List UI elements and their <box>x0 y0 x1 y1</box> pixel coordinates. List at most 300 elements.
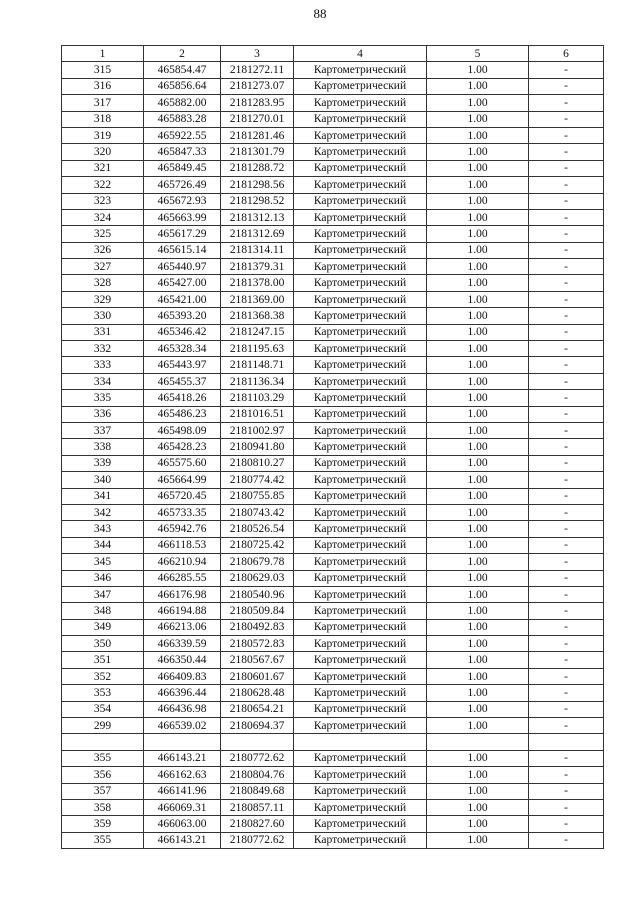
point-number-cell: 356 <box>62 767 144 783</box>
y-coordinate-cell: 2180827.60 <box>221 816 294 832</box>
y-coordinate-cell: 2180774.42 <box>221 472 294 488</box>
y-coordinate-cell: 2181312.13 <box>221 209 294 225</box>
table-row <box>62 701 604 717</box>
method-cell: Картометрический <box>294 586 427 602</box>
y-coordinate-cell: 2181312.69 <box>221 226 294 242</box>
y-coordinate-cell: 2181016.51 <box>221 406 294 422</box>
y-coordinate-cell: 2181369.00 <box>221 291 294 307</box>
x-coordinate-cell: 466143.21 <box>144 750 221 766</box>
column-header-x: 2 <box>144 46 221 62</box>
column-header-accuracy: 5 <box>427 46 529 62</box>
y-coordinate-cell: 2181281.46 <box>221 127 294 143</box>
point-number-cell: 333 <box>62 357 144 373</box>
x-coordinate-cell: 465427.00 <box>144 275 221 291</box>
x-coordinate-cell: 465440.97 <box>144 259 221 275</box>
y-coordinate-cell: 2181379.31 <box>221 259 294 275</box>
method-cell <box>294 734 427 750</box>
table-row <box>62 504 604 520</box>
method-cell: Картометрический <box>294 537 427 553</box>
method-cell: Картометрический <box>294 570 427 586</box>
method-cell: Картометрический <box>294 652 427 668</box>
accuracy-cell: 1.00 <box>427 783 529 799</box>
notes-cell: - <box>529 275 604 291</box>
point-number-cell: 334 <box>62 373 144 389</box>
notes-cell: - <box>529 783 604 799</box>
table-row <box>62 144 604 160</box>
method-cell: Картометрический <box>294 701 427 717</box>
accuracy-cell: 1.00 <box>427 78 529 94</box>
y-coordinate-cell: 2180694.37 <box>221 718 294 734</box>
notes-cell: - <box>529 406 604 422</box>
y-coordinate-cell: 2181247.15 <box>221 324 294 340</box>
y-coordinate-cell: 2181272.11 <box>221 62 294 78</box>
notes-cell: - <box>529 685 604 701</box>
point-number-cell: 315 <box>62 62 144 78</box>
point-number-cell: 358 <box>62 799 144 815</box>
accuracy-cell: 1.00 <box>427 816 529 832</box>
accuracy-cell: 1.00 <box>427 422 529 438</box>
notes-cell: - <box>529 701 604 717</box>
accuracy-cell: 1.00 <box>427 209 529 225</box>
x-coordinate-cell: 465664.99 <box>144 472 221 488</box>
accuracy-cell: 1.00 <box>427 291 529 307</box>
x-coordinate-cell: 466210.94 <box>144 554 221 570</box>
accuracy-cell: 1.00 <box>427 832 529 848</box>
notes-cell: - <box>529 373 604 389</box>
point-number-cell: 323 <box>62 193 144 209</box>
x-coordinate-cell: 465615.14 <box>144 242 221 258</box>
accuracy-cell <box>427 734 529 750</box>
method-cell: Картометрический <box>294 406 427 422</box>
y-coordinate-cell: 2180509.84 <box>221 603 294 619</box>
y-coordinate-cell: 2181283.95 <box>221 95 294 111</box>
accuracy-cell: 1.00 <box>427 455 529 471</box>
x-coordinate-cell: 465418.26 <box>144 390 221 406</box>
x-coordinate-cell: 465443.97 <box>144 357 221 373</box>
table-row <box>62 341 604 357</box>
table-row <box>62 455 604 471</box>
notes-cell: - <box>529 504 604 520</box>
method-cell: Картометрический <box>294 521 427 537</box>
table-row <box>62 357 604 373</box>
x-coordinate-cell: 466118.53 <box>144 537 221 553</box>
table-row <box>62 406 604 422</box>
point-number-cell: 319 <box>62 127 144 143</box>
method-cell: Картометрический <box>294 226 427 242</box>
method-cell: Картометрический <box>294 127 427 143</box>
table-row <box>62 668 604 684</box>
method-cell: Картометрический <box>294 799 427 815</box>
notes-cell: - <box>529 537 604 553</box>
table-row <box>62 652 604 668</box>
y-coordinate-cell: 2181378.00 <box>221 275 294 291</box>
accuracy-cell: 1.00 <box>427 586 529 602</box>
x-coordinate-cell: 466539.02 <box>144 718 221 734</box>
point-number-cell: 320 <box>62 144 144 160</box>
accuracy-cell: 1.00 <box>427 554 529 570</box>
x-coordinate-cell: 465856.64 <box>144 78 221 94</box>
method-cell: Картометрический <box>294 488 427 504</box>
method-cell: Картометрический <box>294 357 427 373</box>
point-number-cell: 338 <box>62 439 144 455</box>
method-cell: Картометрический <box>294 718 427 734</box>
y-coordinate-cell: 2180743.42 <box>221 504 294 520</box>
table-row <box>62 537 604 553</box>
notes-cell: - <box>529 259 604 275</box>
point-number-cell: 344 <box>62 537 144 553</box>
accuracy-cell: 1.00 <box>427 357 529 373</box>
accuracy-cell: 1.00 <box>427 95 529 111</box>
point-number-cell: 354 <box>62 701 144 717</box>
notes-cell: - <box>529 472 604 488</box>
table-row <box>62 177 604 193</box>
notes-cell: - <box>529 570 604 586</box>
y-coordinate-cell: 2180849.68 <box>221 783 294 799</box>
notes-cell: - <box>529 799 604 815</box>
method-cell: Картометрический <box>294 422 427 438</box>
accuracy-cell: 1.00 <box>427 62 529 78</box>
method-cell: Картометрический <box>294 373 427 389</box>
method-cell: Картометрический <box>294 62 427 78</box>
notes-cell: - <box>529 177 604 193</box>
page-number: 88 <box>313 6 327 21</box>
method-cell: Картометрический <box>294 177 427 193</box>
accuracy-cell: 1.00 <box>427 373 529 389</box>
notes-cell: - <box>529 95 604 111</box>
accuracy-cell: 1.00 <box>427 324 529 340</box>
accuracy-cell: 1.00 <box>427 127 529 143</box>
table-row <box>62 127 604 143</box>
method-cell: Картометрический <box>294 308 427 324</box>
x-coordinate-cell: 465854.47 <box>144 62 221 78</box>
table-row <box>62 472 604 488</box>
table-row <box>62 439 604 455</box>
y-coordinate-cell: 2180629.03 <box>221 570 294 586</box>
x-coordinate-cell: 466339.59 <box>144 636 221 652</box>
coordinates-table <box>61 45 604 849</box>
notes-cell: - <box>529 422 604 438</box>
accuracy-cell: 1.00 <box>427 636 529 652</box>
table-row <box>62 160 604 176</box>
table-header-row <box>62 46 604 62</box>
point-number-cell <box>62 734 144 750</box>
x-coordinate-cell: 465663.99 <box>144 209 221 225</box>
method-cell: Картометрический <box>294 783 427 799</box>
point-number-cell: 340 <box>62 472 144 488</box>
point-number-cell: 299 <box>62 718 144 734</box>
table-row <box>62 62 604 78</box>
column-header-notes: 6 <box>529 46 604 62</box>
x-coordinate-cell: 466194.88 <box>144 603 221 619</box>
y-coordinate-cell: 2180628.48 <box>221 685 294 701</box>
point-number-cell: 330 <box>62 308 144 324</box>
accuracy-cell: 1.00 <box>427 799 529 815</box>
table-row <box>62 586 604 602</box>
y-coordinate-cell: 2180810.27 <box>221 455 294 471</box>
point-number-cell: 317 <box>62 95 144 111</box>
y-coordinate-cell: 2180567.67 <box>221 652 294 668</box>
method-cell: Картометрический <box>294 619 427 635</box>
y-coordinate-cell: 2181148.71 <box>221 357 294 373</box>
notes-cell: - <box>529 718 604 734</box>
method-cell: Картометрический <box>294 341 427 357</box>
accuracy-cell: 1.00 <box>427 652 529 668</box>
table-body <box>62 62 604 849</box>
notes-cell: - <box>529 603 604 619</box>
y-coordinate-cell: 2180526.54 <box>221 521 294 537</box>
accuracy-cell: 1.00 <box>427 226 529 242</box>
method-cell: Картометрический <box>294 832 427 848</box>
table-row <box>62 636 604 652</box>
table-row <box>62 799 604 815</box>
method-cell: Картометрический <box>294 603 427 619</box>
point-number-cell: 349 <box>62 619 144 635</box>
method-cell: Картометрический <box>294 209 427 225</box>
point-number-cell: 353 <box>62 685 144 701</box>
accuracy-cell: 1.00 <box>427 341 529 357</box>
x-coordinate-cell: 465882.00 <box>144 95 221 111</box>
table-row <box>62 685 604 701</box>
x-coordinate-cell: 466063.00 <box>144 816 221 832</box>
table-row <box>62 488 604 504</box>
notes-cell: - <box>529 209 604 225</box>
table-row <box>62 570 604 586</box>
x-coordinate-cell: 465942.76 <box>144 521 221 537</box>
accuracy-cell: 1.00 <box>427 160 529 176</box>
accuracy-cell: 1.00 <box>427 619 529 635</box>
y-coordinate-cell: 2181368.38 <box>221 308 294 324</box>
accuracy-cell: 1.00 <box>427 685 529 701</box>
notes-cell <box>529 734 604 750</box>
column-header-y: 3 <box>221 46 294 62</box>
accuracy-cell: 1.00 <box>427 111 529 127</box>
y-coordinate-cell: 2180492.83 <box>221 619 294 635</box>
accuracy-cell: 1.00 <box>427 439 529 455</box>
accuracy-cell: 1.00 <box>427 521 529 537</box>
point-number-cell: 328 <box>62 275 144 291</box>
point-number-cell: 346 <box>62 570 144 586</box>
table-row <box>62 767 604 783</box>
table-row <box>62 521 604 537</box>
point-number-cell: 359 <box>62 816 144 832</box>
y-coordinate-cell: 2180804.76 <box>221 767 294 783</box>
notes-cell: - <box>529 668 604 684</box>
y-coordinate-cell: 2181273.07 <box>221 78 294 94</box>
accuracy-cell: 1.00 <box>427 504 529 520</box>
accuracy-cell: 1.00 <box>427 193 529 209</box>
accuracy-cell: 1.00 <box>427 701 529 717</box>
table-row <box>62 226 604 242</box>
method-cell: Картометрический <box>294 275 427 291</box>
x-coordinate-cell: 465847.33 <box>144 144 221 160</box>
notes-cell: - <box>529 78 604 94</box>
method-cell: Картометрический <box>294 78 427 94</box>
notes-cell: - <box>529 341 604 357</box>
point-number-cell: 326 <box>62 242 144 258</box>
table-row <box>62 308 604 324</box>
point-number-cell: 352 <box>62 668 144 684</box>
y-coordinate-cell: 2181314.11 <box>221 242 294 258</box>
point-number-cell: 339 <box>62 455 144 471</box>
notes-cell: - <box>529 652 604 668</box>
y-coordinate-cell: 2180654.21 <box>221 701 294 717</box>
x-coordinate-cell: 466350.44 <box>144 652 221 668</box>
column-header-point: 1 <box>62 46 144 62</box>
point-number-cell: 350 <box>62 636 144 652</box>
table-row <box>62 193 604 209</box>
point-number-cell: 335 <box>62 390 144 406</box>
x-coordinate-cell: 465575.60 <box>144 455 221 471</box>
x-coordinate-cell: 465428.23 <box>144 439 221 455</box>
y-coordinate-cell: 2181195.63 <box>221 341 294 357</box>
y-coordinate-cell: 2180725.42 <box>221 537 294 553</box>
y-coordinate-cell: 2181288.72 <box>221 160 294 176</box>
notes-cell: - <box>529 619 604 635</box>
table-row-spacer <box>62 734 604 750</box>
y-coordinate-cell: 2180772.62 <box>221 750 294 766</box>
notes-cell: - <box>529 586 604 602</box>
accuracy-cell: 1.00 <box>427 177 529 193</box>
accuracy-cell: 1.00 <box>427 570 529 586</box>
accuracy-cell: 1.00 <box>427 603 529 619</box>
notes-cell: - <box>529 127 604 143</box>
x-coordinate-cell: 465617.29 <box>144 226 221 242</box>
table-row <box>62 422 604 438</box>
method-cell: Картометрический <box>294 95 427 111</box>
x-coordinate-cell: 466213.06 <box>144 619 221 635</box>
point-number-cell: 343 <box>62 521 144 537</box>
y-coordinate-cell <box>221 734 294 750</box>
table-row <box>62 783 604 799</box>
y-coordinate-cell: 2180601.67 <box>221 668 294 684</box>
notes-cell: - <box>529 488 604 504</box>
notes-cell: - <box>529 62 604 78</box>
accuracy-cell: 1.00 <box>427 750 529 766</box>
method-cell: Картометрический <box>294 472 427 488</box>
notes-cell: - <box>529 111 604 127</box>
method-cell: Картометрический <box>294 750 427 766</box>
notes-cell: - <box>529 832 604 848</box>
point-number-cell: 316 <box>62 78 144 94</box>
method-cell: Картометрический <box>294 324 427 340</box>
notes-cell: - <box>529 390 604 406</box>
point-number-cell: 357 <box>62 783 144 799</box>
table-row <box>62 373 604 389</box>
accuracy-cell: 1.00 <box>427 472 529 488</box>
y-coordinate-cell: 2180572.83 <box>221 636 294 652</box>
x-coordinate-cell: 465849.45 <box>144 160 221 176</box>
notes-cell: - <box>529 242 604 258</box>
x-coordinate-cell: 465393.20 <box>144 308 221 324</box>
y-coordinate-cell: 2181270.01 <box>221 111 294 127</box>
method-cell: Картометрический <box>294 160 427 176</box>
notes-cell: - <box>529 226 604 242</box>
y-coordinate-cell: 2180772.62 <box>221 832 294 848</box>
method-cell: Картометрический <box>294 767 427 783</box>
accuracy-cell: 1.00 <box>427 308 529 324</box>
x-coordinate-cell: 465498.09 <box>144 422 221 438</box>
point-number-cell: 337 <box>62 422 144 438</box>
method-cell: Картометрический <box>294 504 427 520</box>
table-row <box>62 291 604 307</box>
y-coordinate-cell: 2181136.34 <box>221 373 294 389</box>
method-cell: Картометрический <box>294 439 427 455</box>
table-row <box>62 750 604 766</box>
notes-cell: - <box>529 193 604 209</box>
point-number-cell: 331 <box>62 324 144 340</box>
column-header-method: 4 <box>294 46 427 62</box>
method-cell: Картометрический <box>294 111 427 127</box>
notes-cell: - <box>529 324 604 340</box>
point-number-cell: 345 <box>62 554 144 570</box>
method-cell: Картометрический <box>294 636 427 652</box>
accuracy-cell: 1.00 <box>427 488 529 504</box>
y-coordinate-cell: 2180941.80 <box>221 439 294 455</box>
method-cell: Картометрический <box>294 390 427 406</box>
table-row <box>62 78 604 94</box>
notes-cell: - <box>529 144 604 160</box>
point-number-cell: 341 <box>62 488 144 504</box>
table-row <box>62 619 604 635</box>
x-coordinate-cell: 466409.83 <box>144 668 221 684</box>
notes-cell: - <box>529 357 604 373</box>
table-row <box>62 554 604 570</box>
method-cell: Картометрический <box>294 455 427 471</box>
table-row <box>62 242 604 258</box>
y-coordinate-cell: 2181103.29 <box>221 390 294 406</box>
y-coordinate-cell: 2181298.52 <box>221 193 294 209</box>
point-number-cell: 336 <box>62 406 144 422</box>
point-number-cell: 332 <box>62 341 144 357</box>
point-number-cell: 318 <box>62 111 144 127</box>
notes-cell: - <box>529 554 604 570</box>
accuracy-cell: 1.00 <box>427 275 529 291</box>
method-cell: Картометрический <box>294 242 427 258</box>
x-coordinate-cell: 465726.49 <box>144 177 221 193</box>
point-number-cell: 325 <box>62 226 144 242</box>
point-number-cell: 342 <box>62 504 144 520</box>
notes-cell: - <box>529 291 604 307</box>
table-row <box>62 275 604 291</box>
table-row <box>62 816 604 832</box>
accuracy-cell: 1.00 <box>427 537 529 553</box>
notes-cell: - <box>529 455 604 471</box>
y-coordinate-cell: 2181298.56 <box>221 177 294 193</box>
x-coordinate-cell: 466436.98 <box>144 701 221 717</box>
y-coordinate-cell: 2180540.96 <box>221 586 294 602</box>
x-coordinate-cell: 466176.98 <box>144 586 221 602</box>
point-number-cell: 327 <box>62 259 144 275</box>
point-number-cell: 329 <box>62 291 144 307</box>
point-number-cell: 351 <box>62 652 144 668</box>
accuracy-cell: 1.00 <box>427 242 529 258</box>
y-coordinate-cell: 2181002.97 <box>221 422 294 438</box>
point-number-cell: 355 <box>62 750 144 766</box>
notes-cell: - <box>529 750 604 766</box>
y-coordinate-cell: 2180755.85 <box>221 488 294 504</box>
accuracy-cell: 1.00 <box>427 767 529 783</box>
x-coordinate-cell: 465328.34 <box>144 341 221 357</box>
accuracy-cell: 1.00 <box>427 390 529 406</box>
accuracy-cell: 1.00 <box>427 668 529 684</box>
point-number-cell: 324 <box>62 209 144 225</box>
x-coordinate-cell: 466069.31 <box>144 799 221 815</box>
x-coordinate-cell <box>144 734 221 750</box>
x-coordinate-cell: 465720.45 <box>144 488 221 504</box>
table-row <box>62 111 604 127</box>
x-coordinate-cell: 466396.44 <box>144 685 221 701</box>
point-number-cell: 348 <box>62 603 144 619</box>
